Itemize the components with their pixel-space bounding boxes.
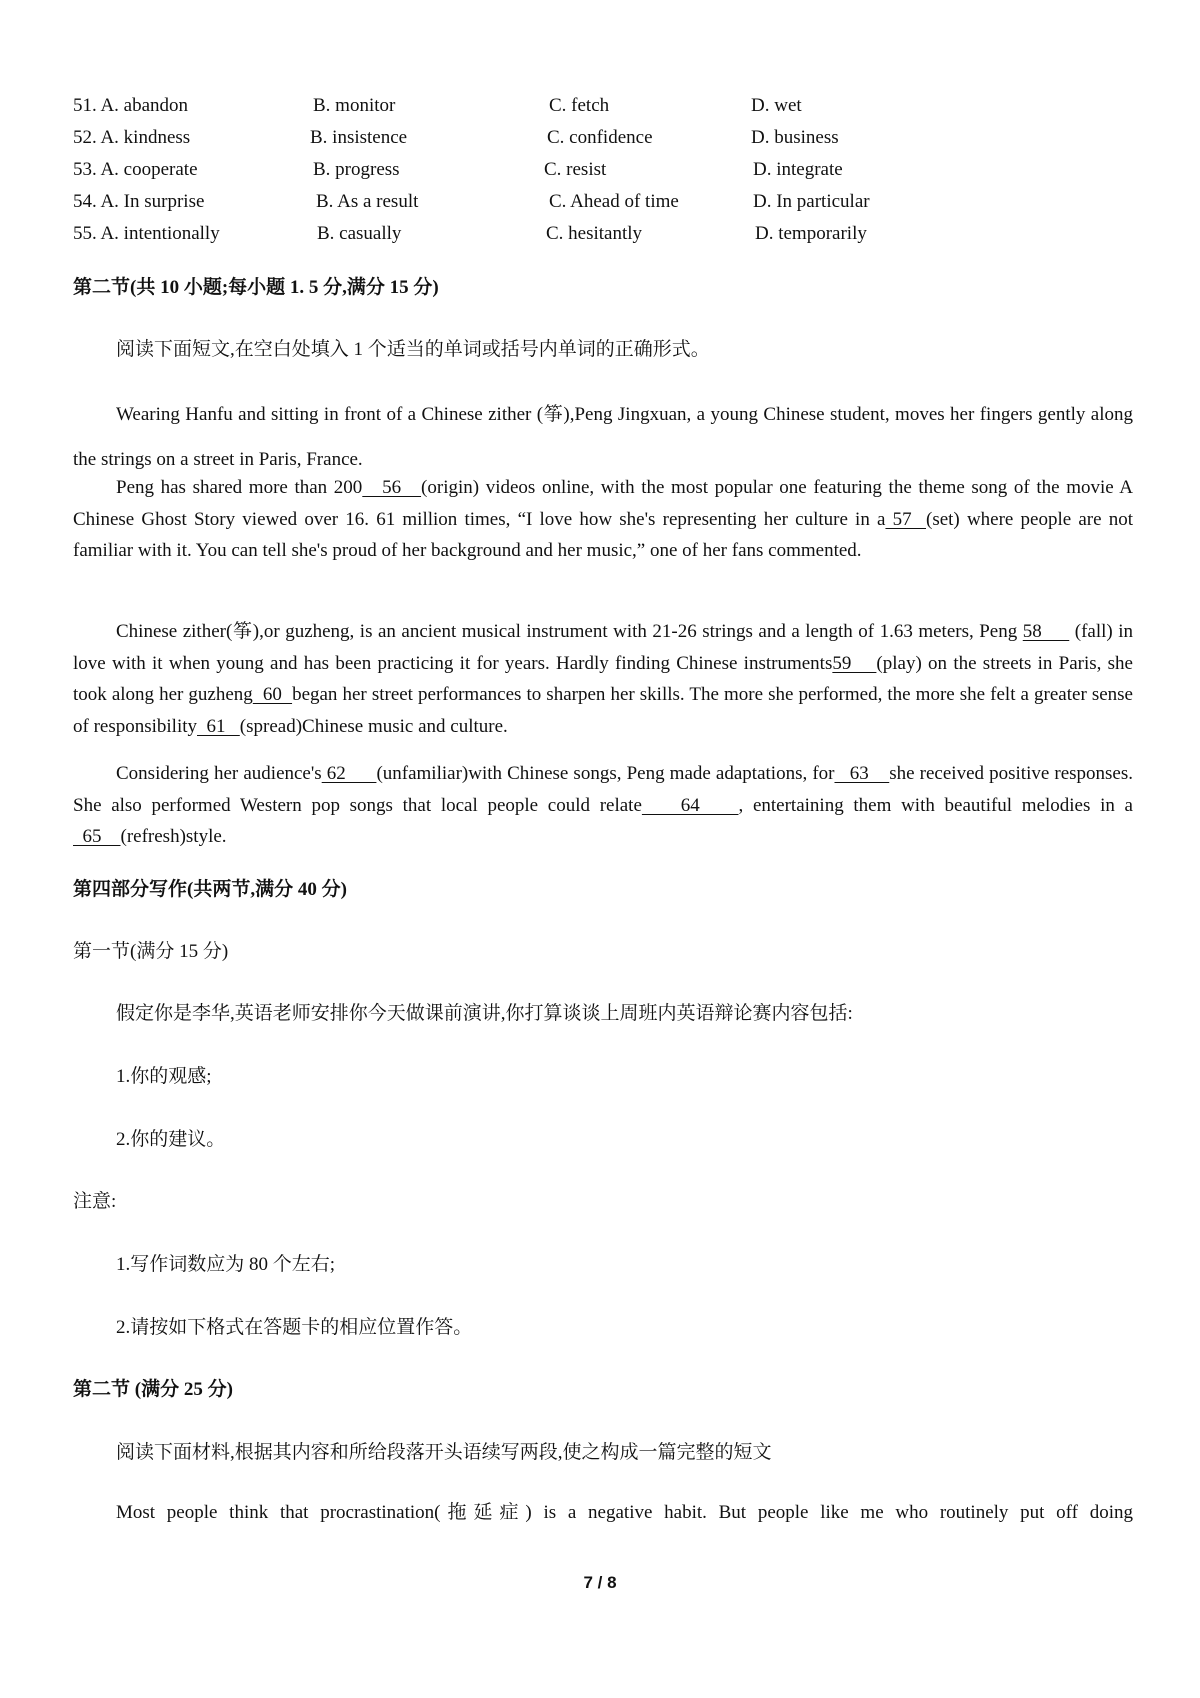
blank-60: 60: [252, 684, 293, 705]
blank-62: 62: [321, 763, 377, 784]
option-a: 53. A. cooperate: [73, 159, 198, 180]
options-row-53: [73, 159, 1133, 189]
option-d: D. temporarily: [755, 223, 867, 244]
note-label: 注意:: [73, 1191, 117, 1212]
options-row-52: [73, 127, 1133, 157]
blank-61: 61: [197, 715, 240, 737]
option-b: B. insistence: [310, 127, 408, 148]
option-b: B. progress: [313, 159, 400, 180]
options-row-54: [73, 191, 1133, 221]
option-c: C. fetch: [549, 95, 610, 116]
page-number: 7 / 8: [583, 1573, 617, 1592]
blank-63: 63: [834, 763, 890, 784]
blank-58: 58: [1022, 621, 1070, 642]
option-d: D. integrate: [753, 159, 843, 180]
passage-paragraph-4: Considering her audience's 62 (unfamiliar)with Chinese songs, Peng made adaptations, for 63 she received positive responses. She also performed Western pop songs that local people could relate 64 , entertaining them with beautiful melodies in a 65 (refresh)style.: [73, 763, 1134, 847]
section-heading: 第二节(共 10 小题;每小题 1. 5 分,满分 15 分): [73, 277, 439, 298]
option-b: B. casually: [317, 223, 402, 244]
option-b: B. As a result: [316, 191, 419, 212]
options-row-55: [73, 223, 1133, 253]
option-a: 55. A. intentionally: [73, 223, 220, 244]
blank-56: 56: [362, 477, 422, 498]
options-row-51: [73, 95, 1133, 125]
section-instruction: 阅读下面短文,在空白处填入 1 个适当的单词或括号内单词的正确形式。: [116, 339, 710, 360]
option-a: 52. A. kindness: [73, 127, 191, 148]
note-2: 2.请按如下格式在答题卡的相应位置作答。: [116, 1317, 473, 1338]
option-c: C. resist: [544, 159, 607, 180]
continuation-prompt: 阅读下面材料,根据其内容和所给段落开头语续写两段,使之构成一篇完整的短文: [116, 1442, 772, 1463]
writing-point-2: 2.你的建议。: [116, 1129, 226, 1150]
option-c: C. confidence: [547, 127, 653, 148]
option-d: D. In particular: [753, 191, 870, 212]
passage-paragraph-2: Peng has shared more than 200 56 (origin) videos online, with the most popular one featuring the theme song of the movie A Chinese Ghost Story viewed over 16. 61 million times, “I love how she's representing her culture in a 57 (set) where people are not familiar with it. You can tell she's proud of her background and her music,” one of her fans commented.: [73, 477, 1134, 561]
writing-point-1: 1.你的观感;: [116, 1066, 212, 1087]
option-c: C. Ahead of time: [549, 191, 679, 212]
blank-65: 65: [73, 826, 121, 847]
passage-paragraph-3: Chinese zither(筝),or guzheng, is an ancient musical instrument with 21-26 strings and a length of 1.63 meters, Peng 58 (fall) in love with it when young and has been practicing it for years. Hardly finding Chinese instruments59 (play) on the streets in Paris, she took along her guzheng 60 began her street performances to sharpen her skills. The more she performed, the more she felt a greater sense of responsibility 61 (spread)Chinese music and culture.: [73, 621, 1133, 737]
note-1: 1.写作词数应为 80 个左右;: [116, 1254, 336, 1275]
option-d: D. wet: [751, 95, 802, 116]
option-a: 54. A. In surprise: [73, 191, 205, 212]
blank-64: 64: [641, 794, 739, 816]
option-c: C. hesitantly: [546, 223, 643, 244]
option-a: 51. A. abandon: [73, 95, 189, 116]
passage-paragraph-1: Wearing Hanfu and sitting in front of a Chinese zither (筝),Peng Jingxuan, a young Chinese student, moves her fingers gently along the strings on a street in Paris, France.: [73, 404, 1133, 470]
blank-57: 57: [885, 508, 926, 530]
part4-section2-heading: 第二节 (满分 25 分): [73, 1379, 233, 1400]
blank-59: 59: [832, 652, 877, 674]
part4-section1-heading: 第一节(满分 15 分): [73, 941, 229, 962]
continuation-text: Most people think that procrastination(拖延症) is a negative habit. But people like me who routinely put off doing: [116, 1502, 1133, 1523]
option-b: B. monitor: [313, 95, 396, 116]
option-d: D. business: [751, 127, 839, 148]
writing-prompt: 假定你是李华,英语老师安排你今天做课前演讲,你打算谈谈上周班内英语辩论赛内容包括:: [116, 1003, 853, 1024]
part4-heading: 第四部分写作(共两节,满分 40 分): [73, 879, 347, 900]
